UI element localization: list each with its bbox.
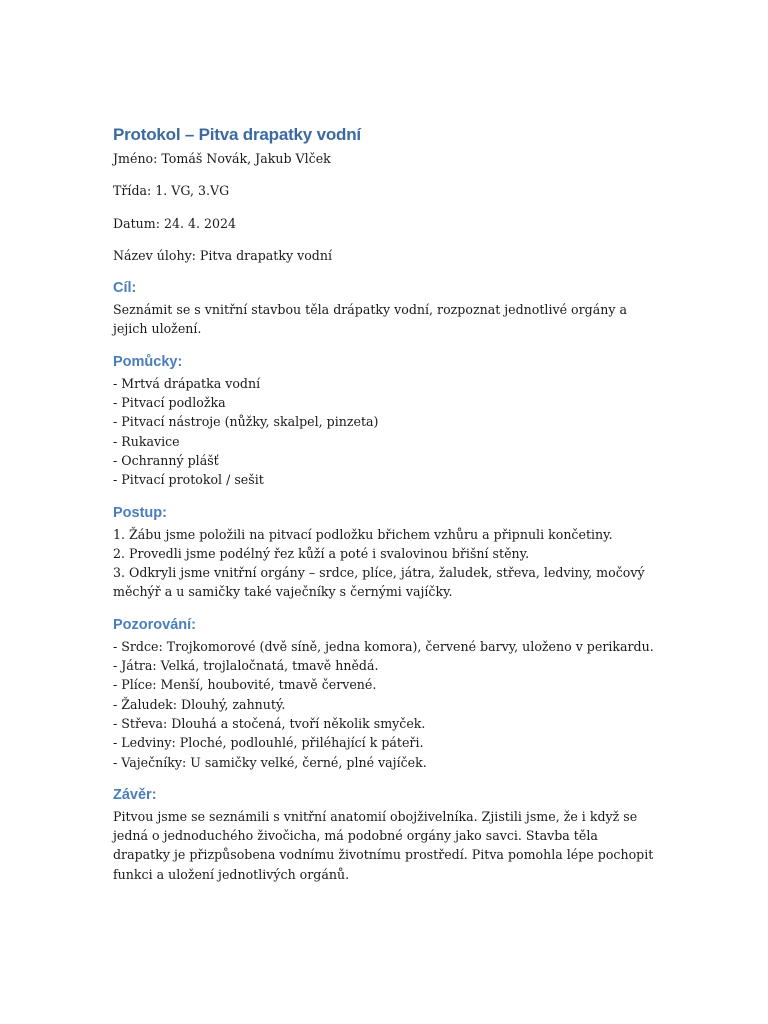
list-item: - Srdce: Trojkomorové (dvě síně, jedna komora), červené barvy, uloženo v perikardu.	[113, 638, 654, 654]
document-page	[113, 123, 658, 897]
section-text-cil: Seznámit se s vnitřní stavbou těla drápatky vodní, rozpoznat jednotlivé orgány a jejich uložení.	[113, 302, 627, 337]
section-heading-zaver: Závěr:	[113, 786, 157, 803]
list-pomucky	[113, 374, 658, 490]
list-pozorovani	[113, 637, 658, 772]
list-item: - Vaječníky: U samičky velké, černé, plné vajíček.	[113, 754, 427, 770]
section-heading-cil: Cíl:	[113, 280, 137, 297]
document-title: Protokol – Pitva drapatky vodní	[113, 125, 361, 144]
list-item: - Játra: Velká, trojlaločnatá, tmavě hnědá.	[113, 658, 379, 674]
list-item: 1. Žábu jsme položili na pitvací podložku břichem vzhůru a připnuli končetiny.	[113, 526, 613, 542]
list-item: - Pitvací protokol / sešit	[113, 472, 264, 488]
list-item: - Střeva: Dlouhá a stočená, tvoří několik smyček.	[113, 715, 426, 731]
list-postup	[113, 525, 658, 602]
list-item: 3. Odkryli jsme vnitřní orgány – srdce, plíce, játra, žaludek, střeva, ledviny, močový měchýř a u samičky také vaječníky s černými vajíčky.	[113, 565, 645, 600]
section-heading-pozorovani: Pozorování:	[113, 616, 196, 633]
list-item: - Mrtvá drápatka vodní	[113, 375, 261, 391]
section-text-zaver: Pitvou jsme se seznámili s vnitřní anatomií obojživelníka. Zjistili jsme, že i když se jedná o jednoduchého živočicha, má podobné orgány jako savci. Stavba těla drapatky je přizpůsobena vodnímu životnímu prostředí. Pitva pomohla lépe pochopit funkci a uložení jednotlivých orgánů.	[113, 808, 654, 882]
meta-name: Jméno: Tomáš Novák, Jakub Vlček	[113, 151, 331, 166]
meta-date: Datum: 24. 4. 2024	[113, 215, 237, 231]
meta-class: Třída: 1. VG, 3.VG	[113, 183, 230, 199]
list-item: - Žaludek: Dlouhý, zahnutý.	[113, 696, 286, 712]
section-heading-postup: Postup:	[113, 504, 167, 521]
section-heading-pomucky: Pomůcky:	[113, 353, 183, 370]
list-item: - Ledviny: Ploché, podlouhlé, přiléhající k páteři.	[113, 735, 424, 751]
meta-task: Název úlohy: Pitva drapatky vodní	[113, 247, 332, 263]
list-item: 2. Provedli jsme podélný řez kůží a poté i svalovinou břišní stěny.	[113, 545, 530, 561]
list-item: - Pitvací podložka	[113, 395, 226, 411]
list-item: - Ochranný plášť	[113, 452, 219, 468]
list-item: - Plíce: Menší, houbovité, tmavě červené.	[113, 677, 377, 693]
list-item: - Pitvací nástroje (nůžky, skalpel, pinzeta)	[113, 414, 379, 430]
list-item: - Rukavice	[113, 433, 180, 449]
